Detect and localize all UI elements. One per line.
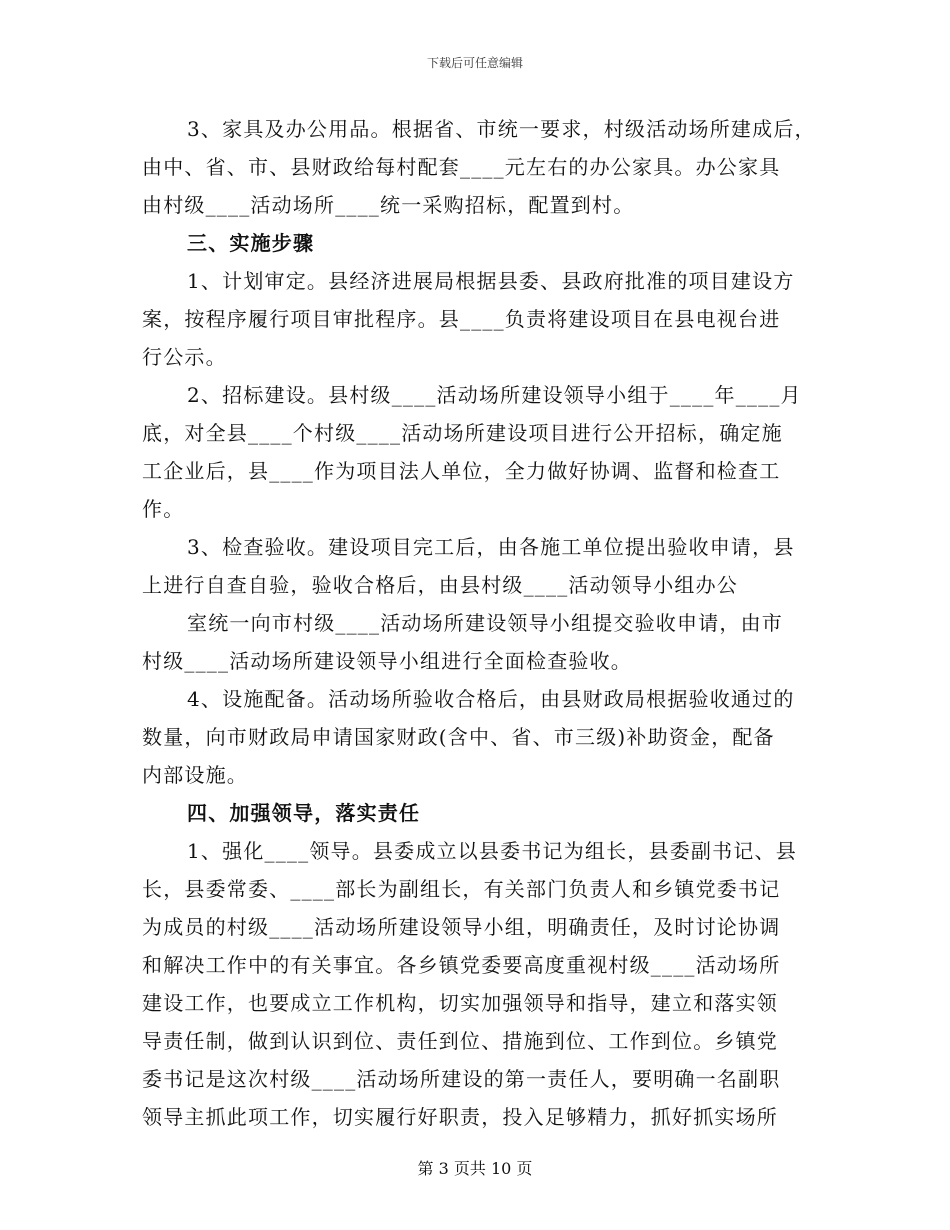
paragraph-line: 领导主抓此项工作，切实履行好职责，投入足够精力，抓好抓实场所	[142, 1105, 778, 1129]
paragraph-line: 3、家具及办公用品。根据省、市统一要求，村级活动场所建成后，	[187, 117, 816, 141]
paragraph-line: 底，对全县____个村级____活动场所建设项目进行公开招标，确定施	[142, 421, 783, 445]
page-footer: 第 3 页共 10 页	[417, 1159, 533, 1178]
paragraph-line: 1、计划审定。县经济进展局根据县委、县政府批准的项目建设方	[187, 269, 795, 293]
section-heading: 三、实施步骤	[187, 231, 315, 255]
paragraph-line: 案，按程序履行项目审批程序。县____负责将建设项目在县电视台进	[142, 307, 781, 331]
paragraph-line: 3、检查验收。建设项目完工后，由各施工单位提出验收申请，县	[187, 535, 795, 559]
paragraph-line: 工企业后，县____作为项目法人单位，全力做好协调、监督和检查工	[142, 459, 781, 483]
paragraph-line: 2、招标建设。县村级____活动场所建设领导小组于____年____月	[187, 383, 802, 407]
paragraph-line: 导责任制，做到认识到位、责任到位、措施到位、工作到位。乡镇党	[142, 1029, 778, 1053]
paragraph-line: 作。	[142, 497, 185, 521]
paragraph-line: 和解决工作中的有关事宜。各乡镇党委要高度重视村级____活动场所	[142, 953, 781, 977]
page-header: 下载后可任意编辑	[426, 56, 523, 70]
paragraph-line: 建设工作，也要成立工作机构，切实加强领导和指导，建立和落实领	[142, 991, 778, 1015]
paragraph-line: 村级____活动场所建设领导小组进行全面检查验收。	[142, 649, 632, 673]
paragraph-line: 由村级____活动场所____统一采购招标，配置到村。	[142, 193, 635, 217]
document-body	[142, 110, 816, 1136]
paragraph-line: 行公示。	[142, 345, 227, 369]
paragraph-line: 室统一向市村级____活动场所建设领导小组提交验收申请，由市	[187, 611, 783, 635]
paragraph-line: 为成员的村级____活动场所建设领导小组，明确责任，及时讨论协调	[142, 915, 781, 939]
paragraph-line: 委书记是这次村级____活动场所建设的第一责任人，要明确一名副职	[142, 1067, 781, 1091]
paragraph-line: 4、设施配备。活动场所验收合格后，由县财政局根据验收通过的	[187, 687, 795, 711]
paragraph-line: 上进行自查自验，验收合格后，由县村级____活动领导小组办公	[142, 573, 738, 597]
paragraph-line: 1、强化____领导。县委成立以县委书记为组长，县委副书记、县	[187, 839, 797, 863]
paragraph-line: 数量，向市财政局申请国家财政(含中、省、市三级)补助资金，配备	[142, 725, 775, 749]
section-heading: 四、加强领导，落实责任	[187, 801, 421, 825]
paragraph-line: 由中、省、市、县财政给每村配套____元左右的办公家具。办公家具	[142, 155, 781, 179]
paragraph-line: 长，县委常委、____部长为副组长，有关部门负责人和乡镇党委书记	[142, 877, 781, 901]
paragraph-line: 内部设施。	[142, 763, 248, 787]
